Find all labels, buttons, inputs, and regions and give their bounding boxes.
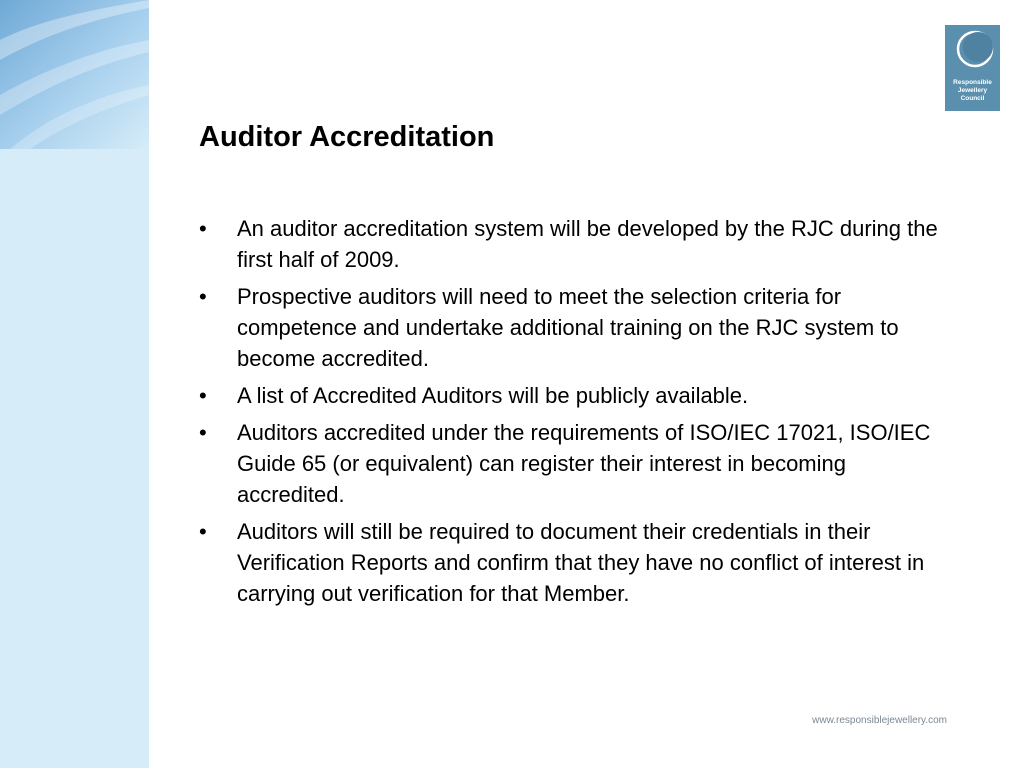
slide-title: Auditor Accreditation (199, 121, 495, 153)
footer-url: www.responsiblejewellery.com (812, 715, 947, 726)
bullet-list (199, 213, 944, 615)
logo-line-3: Council (960, 95, 985, 102)
bullet-item: • Auditors will still be required to document their credentials in their Verification Reports and confirm that they have no conflict of interest in carrying out verification for that Member. (199, 516, 944, 609)
swoosh-graphic (0, 0, 149, 149)
logo-line-2: Jewellery (957, 87, 988, 94)
logo-line-1: Responsible (953, 79, 992, 86)
bullet-item: • Prospective auditors will need to meet the selection criteria for competence and undertake additional training on the RJC system to become accredited. (199, 281, 944, 374)
logo-text (945, 79, 1000, 103)
rjc-logo (945, 25, 1000, 111)
bullet-item: • Auditors accredited under the requirements of ISO/IEC 17021, ISO/IEC Guide 65 (or equivalent) can register their interest in becoming accredited. (199, 417, 944, 510)
ring-icon (945, 25, 1000, 79)
bullet-item: • An auditor accreditation system will be developed by the RJC during the first half of 2009. (199, 213, 944, 275)
bullet-item: • A list of Accredited Auditors will be publicly available. (199, 380, 944, 411)
